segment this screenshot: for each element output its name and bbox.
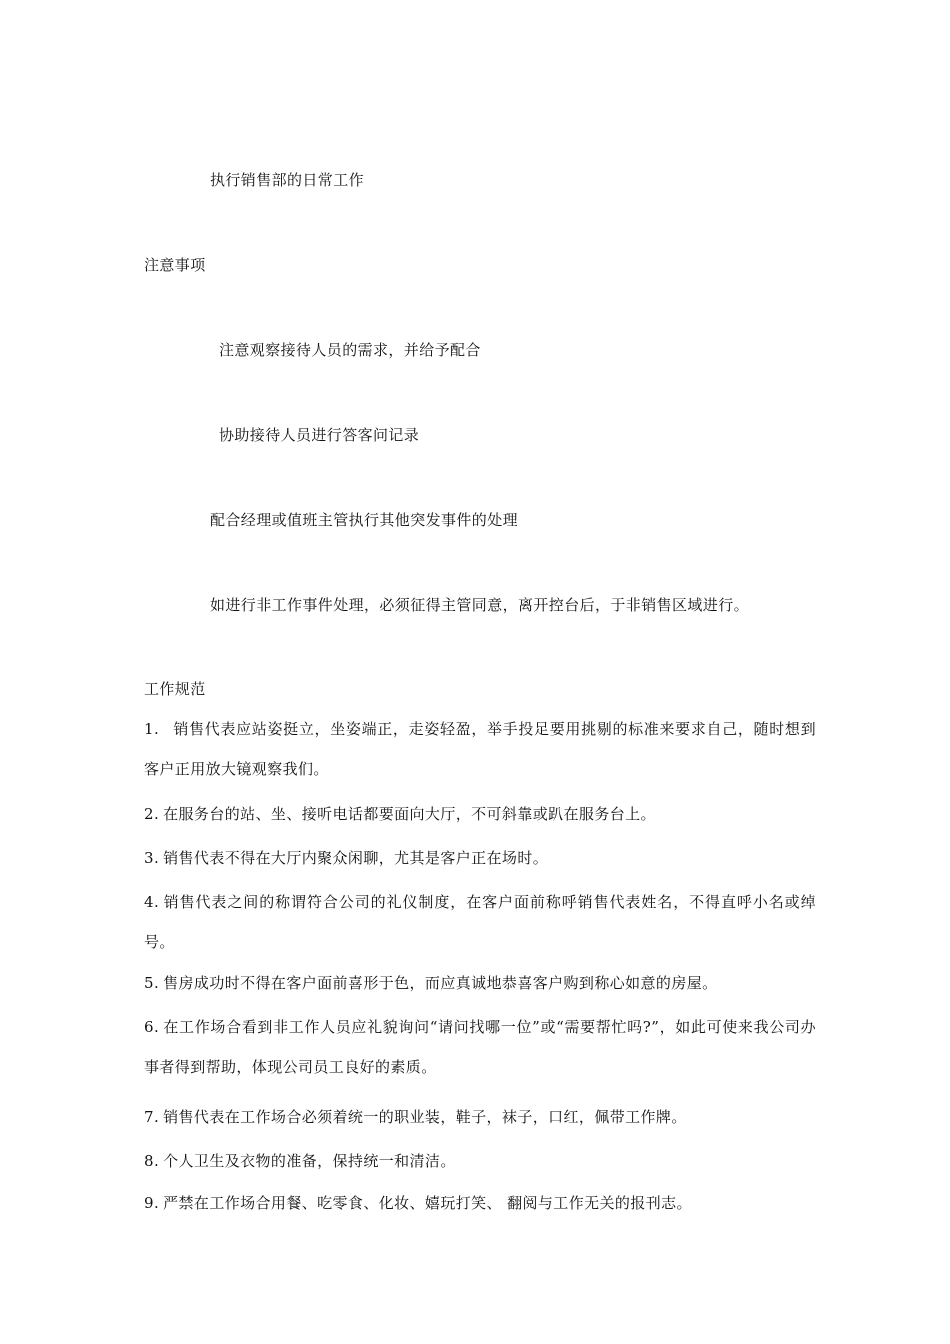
standard-item-number: 3. bbox=[144, 849, 160, 867]
standard-item-number: 2. bbox=[144, 805, 160, 823]
standard-item-text: 销售代表不得在大厅内聚众闲聊，尤其是客户正在场时。 bbox=[163, 849, 549, 867]
standard-item-text: 个人卫生及衣物的准备，保持统一和清洁。 bbox=[163, 1152, 456, 1170]
standard-item-number: 5. bbox=[144, 974, 160, 992]
standard-item-number: 6. bbox=[144, 1018, 160, 1036]
standard-item-text: 售房成功时不得在客户面前喜形于色，而应真诚地恭喜客户购到称心如意的房屋。 bbox=[163, 974, 718, 992]
standard-item-2 bbox=[144, 794, 816, 834]
standard-item-number: 9. bbox=[144, 1194, 160, 1212]
standard-item-9 bbox=[144, 1183, 816, 1223]
standard-item-text: 销售代表在工作场合必须着统一的职业装，鞋子，袜子，口红，佩带工作牌。 bbox=[163, 1108, 687, 1126]
standard-item-number: 1. bbox=[144, 720, 160, 738]
standard-item-number: 8. bbox=[144, 1152, 160, 1170]
note-item-4: 如进行非工作事件处理，必须征得主管同意，离开控台后，于非销售区域进行。 bbox=[210, 596, 750, 614]
notes-heading: 注意事项 bbox=[144, 256, 206, 274]
standard-item-text: 销售代表之间的称谓符合公司的礼仪制度，在客户面前称呼销售代表姓名，不得直呼小名或绰号。 bbox=[144, 893, 816, 951]
standard-item-1 bbox=[144, 709, 816, 789]
standards-heading: 工作规范 bbox=[144, 680, 206, 698]
standard-item-text: 在工作场合看到非工作人员应礼貌询问“请问找哪一位”或“需要帮忙吗?”，如此可使来我公司办事者得到帮助，体现公司员工良好的素质。 bbox=[144, 1018, 816, 1076]
standard-item-number: 4. bbox=[144, 893, 160, 911]
standard-item-text: 在服务台的站、坐、接听电话都要面向大厅，不可斜靠或趴在服务台上。 bbox=[163, 805, 656, 823]
standard-item-8 bbox=[144, 1141, 816, 1181]
standard-item-text: 销售代表应站姿挺立，坐姿端正，走姿轻盈，举手投足要用挑剔的标准来要求自己，随时想到客户正用放大镜观察我们。 bbox=[144, 720, 816, 778]
standard-item-3 bbox=[144, 838, 816, 878]
standard-item-number: 7. bbox=[144, 1108, 160, 1126]
note-item-3: 配合经理或值班主管执行其他突发事件的处理 bbox=[210, 511, 519, 529]
standard-item-text: 严禁在工作场合用餐、吃零食、化妆、嬉玩打笑、 翻阅与工作无关的报刊志。 bbox=[163, 1194, 692, 1212]
standard-item-6 bbox=[144, 1007, 816, 1087]
standard-item-5 bbox=[144, 963, 816, 1003]
standard-item-7 bbox=[144, 1097, 816, 1137]
note-item-2: 协助接待人员进行答客问记录 bbox=[219, 426, 420, 444]
duty-item-daily-work: 执行销售部的日常工作 bbox=[210, 171, 365, 189]
note-item-1: 注意观察接待人员的需求，并给予配合 bbox=[219, 341, 481, 359]
standard-item-4 bbox=[144, 882, 816, 962]
